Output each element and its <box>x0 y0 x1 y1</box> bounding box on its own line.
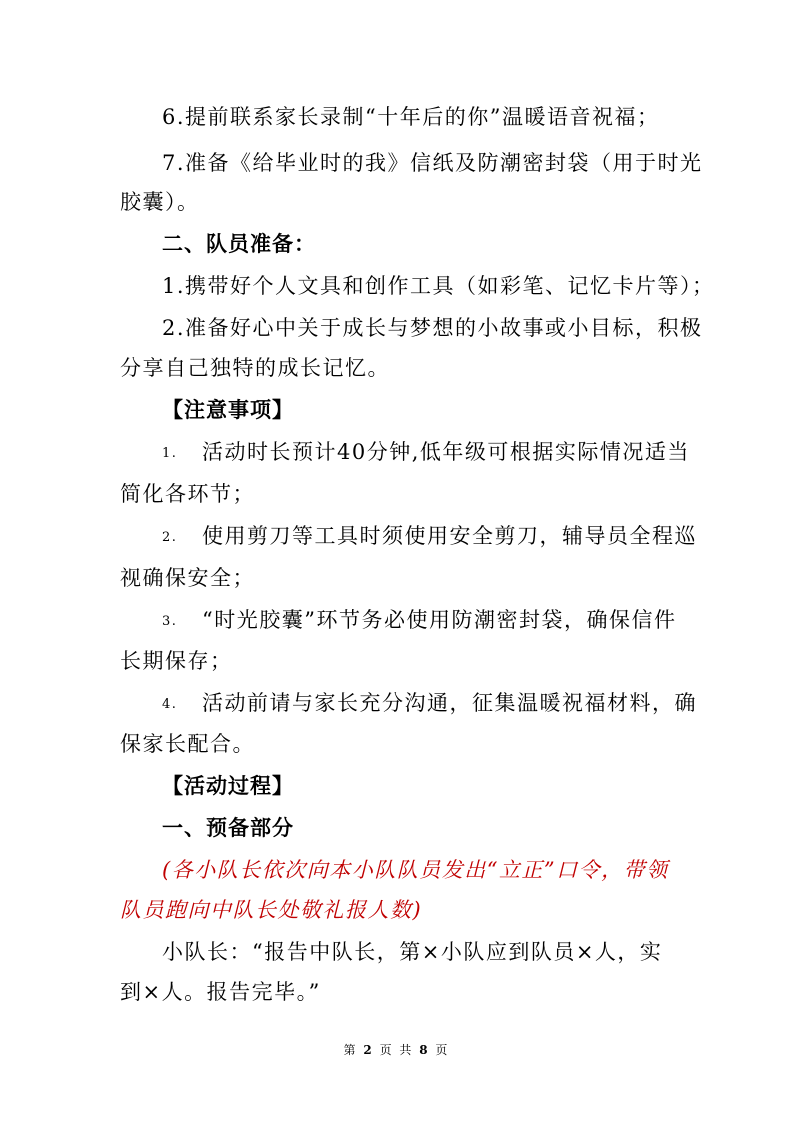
prep-item-7-cont: 胶囊）。 <box>120 190 200 214</box>
preparation-part-heading: 一、预备部分 <box>162 816 294 840</box>
stage-direction: (各小队长依次向本小队队员发出“立正”口令，带领 <box>162 858 669 882</box>
page-footer <box>0 1041 793 1058</box>
member-item-1: 1.携带好个人文具和创作工具（如彩笔、记忆卡片等）； <box>162 274 715 298</box>
member-prep-heading: 二、队员准备： <box>162 232 316 256</box>
note-text-1: 活动时长预计40分钟,低年级可根据实际情况适当 <box>202 440 690 464</box>
footer-middle: 页 共 <box>379 1043 414 1057</box>
member-item-2-cont: 分享自己独特的成长记忆。 <box>120 356 390 380</box>
note-item-3-cont: 长期保存； <box>120 649 233 673</box>
footer-page-number: 2 <box>363 1043 374 1057</box>
note-item-2 <box>162 521 722 553</box>
note-number-3: 3. <box>162 613 178 629</box>
squad-leader-report: 小队长：“报告中队长，第×小队应到队员×人，实 <box>162 940 663 964</box>
note-item-2-cont: 视确保安全； <box>120 566 255 590</box>
note-text-4: 活动前请与家长充分沟通，征集温暖祝福材料，确 <box>202 691 697 715</box>
note-item-4-cont: 保家长配合。 <box>120 732 255 756</box>
footer-total-pages: 8 <box>419 1043 430 1057</box>
note-text-3: “时光胶囊”环节务必使用防潮密封袋，确保信件 <box>202 608 677 632</box>
footer-prefix: 第 <box>343 1043 358 1057</box>
notes-heading: 【注意事项】 <box>162 398 294 422</box>
stage-direction-cont: 队员跑向中队长处敬礼报人数) <box>120 898 423 922</box>
note-number-2: 2. <box>162 529 178 545</box>
squad-leader-report-cont: 到×人。报告完毕。” <box>120 980 321 1004</box>
member-item-2: 2.准备好心中关于成长与梦想的小故事或小目标，积极 <box>162 316 703 340</box>
footer-suffix: 页 <box>435 1043 450 1057</box>
note-text-2: 使用剪刀等工具时须使用安全剪刀，辅导员全程巡 <box>202 524 697 548</box>
process-heading: 【活动过程】 <box>162 774 294 798</box>
note-item-3 <box>162 605 722 637</box>
note-number-4: 4. <box>162 696 178 712</box>
note-item-1-cont: 简化各环节； <box>120 482 255 506</box>
note-number-1: 1. <box>162 445 178 461</box>
prep-item-7: 7.准备《给毕业时的我》信纸及防潮密封袋（用于时光 <box>162 151 703 175</box>
prep-item-6: 6.提前联系家长录制“十年后的你”温暖语音祝福； <box>162 105 660 129</box>
note-item-1 <box>162 437 722 469</box>
note-item-4 <box>162 688 722 720</box>
